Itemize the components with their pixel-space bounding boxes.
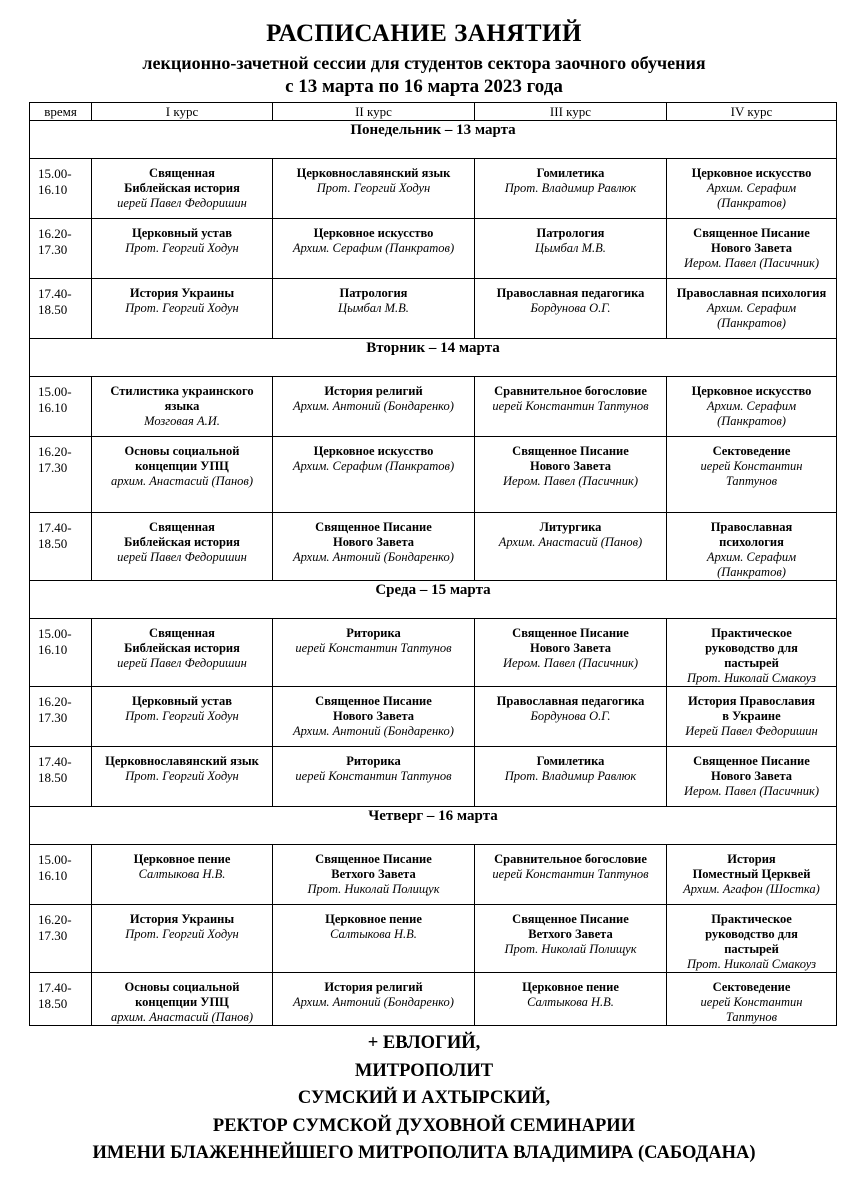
subject-name: Православная педагогика <box>496 694 645 708</box>
subject-name: Священное Писание <box>693 754 810 768</box>
teacher-name: иерей Павел Федоришин <box>117 550 247 564</box>
time-text: 18.50 <box>38 302 68 317</box>
lesson-cell-course-3 <box>475 973 667 1026</box>
teacher-name: Салтыкова Н.В. <box>330 927 417 941</box>
subject-name: Церковное искусство <box>313 444 434 458</box>
subject-name: пастырей <box>724 942 779 956</box>
teacher-name: Прот. Георгий Ходун <box>125 709 239 723</box>
lesson-cell-course-3 <box>475 513 667 581</box>
teacher-name: Бордунова О.Г. <box>530 301 611 315</box>
subject-name: Священное Писание <box>512 912 629 926</box>
lesson-cell-course-3 <box>475 159 667 219</box>
day-header-row <box>30 807 837 845</box>
lesson-cell-course-3 <box>475 437 667 513</box>
teacher-name: Прот. Владимир Равлюк <box>504 181 637 195</box>
subject-name: История религий <box>324 980 423 994</box>
time-text: 16.10 <box>38 868 68 883</box>
subject-name: Церковное пение <box>133 852 231 866</box>
teacher-name: иерей Константин <box>700 995 803 1009</box>
lesson-row <box>30 619 837 687</box>
subject-name: Библейская история <box>124 181 240 195</box>
subject-name: Нового Завета <box>332 709 414 723</box>
lesson-cell-course-1 <box>92 159 273 219</box>
lesson-cell-course-4 <box>667 159 837 219</box>
subject-name: Сектоведение <box>712 980 791 994</box>
lesson-row <box>30 159 837 219</box>
column-header-course-2: II курс <box>273 103 475 121</box>
time-cell <box>30 219 92 279</box>
time-cell <box>30 437 92 513</box>
time-text: 15.00- <box>38 852 72 867</box>
lesson-cell-course-3 <box>475 905 667 973</box>
time-text: 17.40- <box>38 754 72 769</box>
subject-name: История религий <box>324 384 423 398</box>
teacher-name: Архим. Анастасий (Панов) <box>498 535 643 549</box>
teacher-name: Иерей Павел Федоришин <box>685 724 818 738</box>
subject-name: Православная <box>710 520 793 534</box>
column-header-course-4: IV курс <box>667 103 837 121</box>
lesson-cell-course-2 <box>273 973 475 1026</box>
teacher-name: Иером. Павел (Пасичник) <box>502 474 638 488</box>
teacher-name: Прот. Георгий Ходун <box>125 301 239 315</box>
lesson-cell-course-4 <box>667 747 837 807</box>
lesson-cell-course-2 <box>273 377 475 437</box>
page-subtitle: лекционно-зачетной сессии для студентов сектора заочного обучения <box>142 53 706 73</box>
time-cell <box>30 845 92 905</box>
lesson-cell-course-2 <box>273 619 475 687</box>
subject-name: Православная педагогика <box>496 286 645 300</box>
lesson-cell-course-1 <box>92 747 273 807</box>
lesson-row <box>30 437 837 513</box>
teacher-name: Архим. Агафон (Шостка) <box>683 882 820 896</box>
lesson-cell-course-4 <box>667 279 837 339</box>
time-text: 16.20- <box>38 694 72 709</box>
subject-name: Церковное искусство <box>313 226 434 240</box>
lesson-cell-course-4 <box>667 619 837 687</box>
teacher-name: Цымбал М.В. <box>535 241 606 255</box>
teacher-name: Архим. Серафим <box>706 550 797 564</box>
lesson-cell-course-4 <box>667 377 837 437</box>
lesson-row <box>30 377 837 437</box>
teacher-name: Таптунов <box>725 1010 778 1024</box>
lesson-row <box>30 973 837 1026</box>
day-label: Четверг – 16 марта <box>30 807 837 845</box>
time-text: 16.10 <box>38 400 68 415</box>
time-cell <box>30 159 92 219</box>
lesson-cell-course-3 <box>475 279 667 339</box>
teacher-name: Салтыкова Н.В. <box>527 995 614 1009</box>
subject-name: Литургика <box>539 520 602 534</box>
subject-name: Церковное пение <box>522 980 619 994</box>
lesson-cell-course-3 <box>475 219 667 279</box>
teacher-name: Архим. Антоний (Бондаренко) <box>293 550 454 564</box>
day-header-row <box>30 581 837 619</box>
lesson-cell-course-1 <box>92 437 273 513</box>
subject-name: Патрология <box>339 286 408 300</box>
subject-name: История Православия <box>688 694 815 708</box>
subject-name: Церковнославянский язык <box>105 754 259 768</box>
teacher-name: Архим. Серафим <box>706 399 797 413</box>
teacher-name: Прот. Георгий Ходун <box>125 241 239 255</box>
subject-name: Церковное искусство <box>691 384 812 398</box>
time-text: 17.30 <box>38 710 68 725</box>
time-text: 17.30 <box>38 928 68 943</box>
teacher-name: иерей Константин Таптунов <box>295 769 452 783</box>
lesson-cell-course-3 <box>475 687 667 747</box>
time-cell <box>30 619 92 687</box>
day-header-row <box>30 121 837 159</box>
time-text: 15.00- <box>38 166 72 181</box>
day-label: Среда – 15 марта <box>30 581 837 619</box>
teacher-name: Архим. Антоний (Бондаренко) <box>293 995 454 1009</box>
lesson-cell-course-4 <box>667 687 837 747</box>
lesson-row <box>30 279 837 339</box>
lesson-cell-course-4 <box>667 845 837 905</box>
subject-name: языка <box>164 399 200 413</box>
subject-name: Стилистика украинского <box>110 384 254 398</box>
time-text: 17.30 <box>38 242 68 257</box>
lesson-cell-course-4 <box>667 437 837 513</box>
lesson-cell-course-2 <box>273 845 475 905</box>
time-text: 15.00- <box>38 626 72 641</box>
lesson-cell-course-1 <box>92 845 273 905</box>
subject-name: Сравнительное богословие <box>494 852 647 866</box>
subject-name: Священное Писание <box>512 444 629 458</box>
lesson-cell-course-1 <box>92 619 273 687</box>
time-cell <box>30 377 92 437</box>
lesson-cell-course-2 <box>273 219 475 279</box>
subject-name: Практическое <box>711 912 792 926</box>
subject-name: Практическое <box>711 626 792 640</box>
column-header-course-3: III курс <box>475 103 667 121</box>
lesson-cell-course-4 <box>667 905 837 973</box>
teacher-name: Прот. Николай Смакоуз <box>687 671 816 685</box>
subject-name: пастырей <box>724 656 779 670</box>
lesson-cell-course-4 <box>667 973 837 1026</box>
lesson-cell-course-3 <box>475 747 667 807</box>
teacher-name: Салтыкова Н.В. <box>138 867 226 881</box>
signature-line: РЕКТОР СУМСКОЙ ДУХОВНОЙ СЕМИНАРИИ <box>212 1115 636 1136</box>
lesson-cell-course-1 <box>92 377 273 437</box>
signature-line: ИМЕНИ БЛАЖЕННЕЙШЕГО МИТРОПОЛИТА ВЛАДИМИРА (САБОДАНА) <box>92 1143 756 1163</box>
subject-name: Патрология <box>536 226 605 240</box>
lesson-cell-course-3 <box>475 377 667 437</box>
teacher-name: Иером. Павел (Пасичник) <box>683 784 819 798</box>
time-text: 18.50 <box>38 770 68 785</box>
lesson-cell-course-2 <box>273 687 475 747</box>
signature-line: СУМСКИЙ И АХТЫРСКИЙ, <box>297 1088 551 1108</box>
teacher-name: Мозговая А.И. <box>144 414 220 428</box>
teacher-name: Прот. Николай Смакоуз <box>687 957 816 971</box>
teacher-name: Иером. Павел (Пасичник) <box>502 656 638 670</box>
lesson-cell-course-2 <box>273 159 475 219</box>
lesson-cell-course-2 <box>273 905 475 973</box>
time-text: 15.00- <box>38 384 72 399</box>
teacher-name: Прот. Георгий Ходун <box>125 769 239 783</box>
time-text: 18.50 <box>38 996 68 1011</box>
lesson-cell-course-1 <box>92 973 273 1026</box>
time-text: 17.40- <box>38 286 72 301</box>
signature-block <box>0 1030 848 1168</box>
time-text: 18.50 <box>38 536 68 551</box>
lesson-cell-course-1 <box>92 219 273 279</box>
subject-name: концепции УПЦ <box>135 459 229 473</box>
schedule-table <box>29 102 837 1026</box>
lesson-row <box>30 219 837 279</box>
subject-name: концепции УПЦ <box>135 995 229 1009</box>
subject-name: Нового Завета <box>332 535 414 549</box>
teacher-name: (Панкратов) <box>717 196 786 210</box>
teacher-name: иерей Павел Федоришин <box>117 196 247 210</box>
time-text: 17.30 <box>38 460 68 475</box>
subject-name: Священная <box>149 520 215 534</box>
teacher-name: архим. Анастасий (Панов) <box>111 1010 253 1024</box>
teacher-name: Архим. Серафим (Панкратов) <box>292 459 455 473</box>
signature-line: + ЕВЛОГИЙ, <box>367 1033 481 1053</box>
teacher-name: Таптунов <box>725 474 778 488</box>
teacher-name: Прот. Николай Полищук <box>307 882 440 896</box>
time-text: 16.10 <box>38 642 68 657</box>
time-cell <box>30 747 92 807</box>
lesson-row <box>30 513 837 581</box>
subject-name: Священное Писание <box>315 520 432 534</box>
subject-name: Церковный устав <box>132 694 232 708</box>
subject-name: Ветхого Завета <box>331 867 416 881</box>
teacher-name: (Панкратов) <box>717 414 786 428</box>
subject-name: Сектоведение <box>712 444 791 458</box>
teacher-name: Архим. Серафим <box>706 181 797 195</box>
lesson-row <box>30 687 837 747</box>
teacher-name: иерей Константин Таптунов <box>492 399 649 413</box>
lesson-cell-course-4 <box>667 219 837 279</box>
teacher-name: архим. Анастасий (Панов) <box>111 474 253 488</box>
subject-name: Священное Писание <box>315 694 432 708</box>
subject-name: История <box>727 852 776 866</box>
day-label: Вторник – 14 марта <box>30 339 837 377</box>
subject-name: Риторика <box>346 754 401 768</box>
teacher-name: иерей Константин Таптунов <box>492 867 649 881</box>
subject-name: Священное Писание <box>512 626 629 640</box>
subject-name: Нового Завета <box>710 241 792 255</box>
subject-name: Церковный устав <box>132 226 232 240</box>
subject-name: Ветхого Завета <box>528 927 613 941</box>
lesson-cell-course-1 <box>92 687 273 747</box>
lesson-row <box>30 905 837 973</box>
teacher-name: Прот. Николай Полищук <box>504 942 637 956</box>
subject-name: Церковное пение <box>325 912 422 926</box>
lesson-cell-course-1 <box>92 279 273 339</box>
lesson-cell-course-2 <box>273 279 475 339</box>
subject-name: Нового Завета <box>529 459 611 473</box>
subject-name: Церковнославянский язык <box>296 166 451 180</box>
subject-name: Библейская история <box>124 535 240 549</box>
subject-name: Православная психология <box>676 286 827 300</box>
teacher-name: иерей Константин <box>700 459 803 473</box>
subject-name: руководство для <box>705 641 798 655</box>
lesson-cell-course-2 <box>273 747 475 807</box>
subject-name: Поместный Церквей <box>692 867 811 881</box>
subject-name: Священная <box>149 166 215 180</box>
subject-name: Нового Завета <box>529 641 611 655</box>
day-label: Понедельник – 13 марта <box>30 121 837 159</box>
page-title: РАСПИСАНИЕ ЗАНЯТИЙ <box>266 20 582 47</box>
teacher-name: Архим. Антоний (Бондаренко) <box>293 724 454 738</box>
subject-name: Священная <box>149 626 215 640</box>
lesson-cell-course-2 <box>273 513 475 581</box>
time-text: 17.40- <box>38 520 72 535</box>
time-cell <box>30 513 92 581</box>
subject-name: руководство для <box>705 927 798 941</box>
subject-name: Библейская история <box>124 641 240 655</box>
teacher-name: Прот. Владимир Равлюк <box>504 769 637 783</box>
subject-name: в Украине <box>722 709 781 723</box>
lesson-row <box>30 845 837 905</box>
subject-name: Священное Писание <box>693 226 810 240</box>
teacher-name: Цымбал М.В. <box>338 301 409 315</box>
teacher-name: иерей Павел Федоришин <box>117 656 247 670</box>
time-cell <box>30 973 92 1026</box>
time-cell <box>30 905 92 973</box>
subject-name: Основы социальной <box>124 980 240 994</box>
subject-name: Священное Писание <box>315 852 432 866</box>
schedule-body <box>30 121 837 1026</box>
time-cell <box>30 687 92 747</box>
teacher-name: Архим. Серафим (Панкратов) <box>292 241 455 255</box>
lesson-cell-course-4 <box>667 513 837 581</box>
subject-name: Гомилетика <box>536 754 605 768</box>
day-header-row <box>30 339 837 377</box>
subject-name: Церковное искусство <box>691 166 812 180</box>
time-text: 16.20- <box>38 912 72 927</box>
subject-name: История Украины <box>129 912 235 926</box>
time-text: 16.20- <box>38 444 72 459</box>
teacher-name: Бордунова О.Г. <box>530 709 611 723</box>
lesson-cell-course-1 <box>92 513 273 581</box>
time-text: 16.20- <box>38 226 72 241</box>
teacher-name: Прот. Георгий Ходун <box>316 181 431 195</box>
time-cell <box>30 279 92 339</box>
time-text: 16.10 <box>38 182 68 197</box>
subject-name: Основы социальной <box>124 444 240 458</box>
signature-line: МИТРОПОЛИТ <box>354 1060 494 1081</box>
column-header-course-1: I курс <box>92 103 273 121</box>
subject-name: Нового Завета <box>710 769 792 783</box>
header-row <box>30 103 837 121</box>
lesson-cell-course-3 <box>475 845 667 905</box>
lesson-cell-course-3 <box>475 619 667 687</box>
subject-name: психология <box>719 535 784 549</box>
date-range: с 13 марта по 16 марта 2023 года <box>285 76 563 97</box>
teacher-name: иерей Константин Таптунов <box>295 641 452 655</box>
teacher-name: Архим. Серафим <box>706 301 797 315</box>
subject-name: История Украины <box>129 286 235 300</box>
teacher-name: Прот. Георгий Ходун <box>125 927 239 941</box>
teacher-name: Архим. Антоний (Бондаренко) <box>293 399 454 413</box>
lesson-row <box>30 747 837 807</box>
subject-name: Риторика <box>346 626 401 640</box>
lesson-cell-course-2 <box>273 437 475 513</box>
subject-name: Сравнительное богословие <box>494 384 647 398</box>
teacher-name: Иером. Павел (Пасичник) <box>683 256 819 270</box>
teacher-name: (Панкратов) <box>717 316 786 330</box>
lesson-cell-course-1 <box>92 905 273 973</box>
teacher-name: (Панкратов) <box>717 565 786 579</box>
time-text: 17.40- <box>38 980 72 995</box>
column-header-time: время <box>30 103 92 121</box>
subject-name: Гомилетика <box>536 166 605 180</box>
